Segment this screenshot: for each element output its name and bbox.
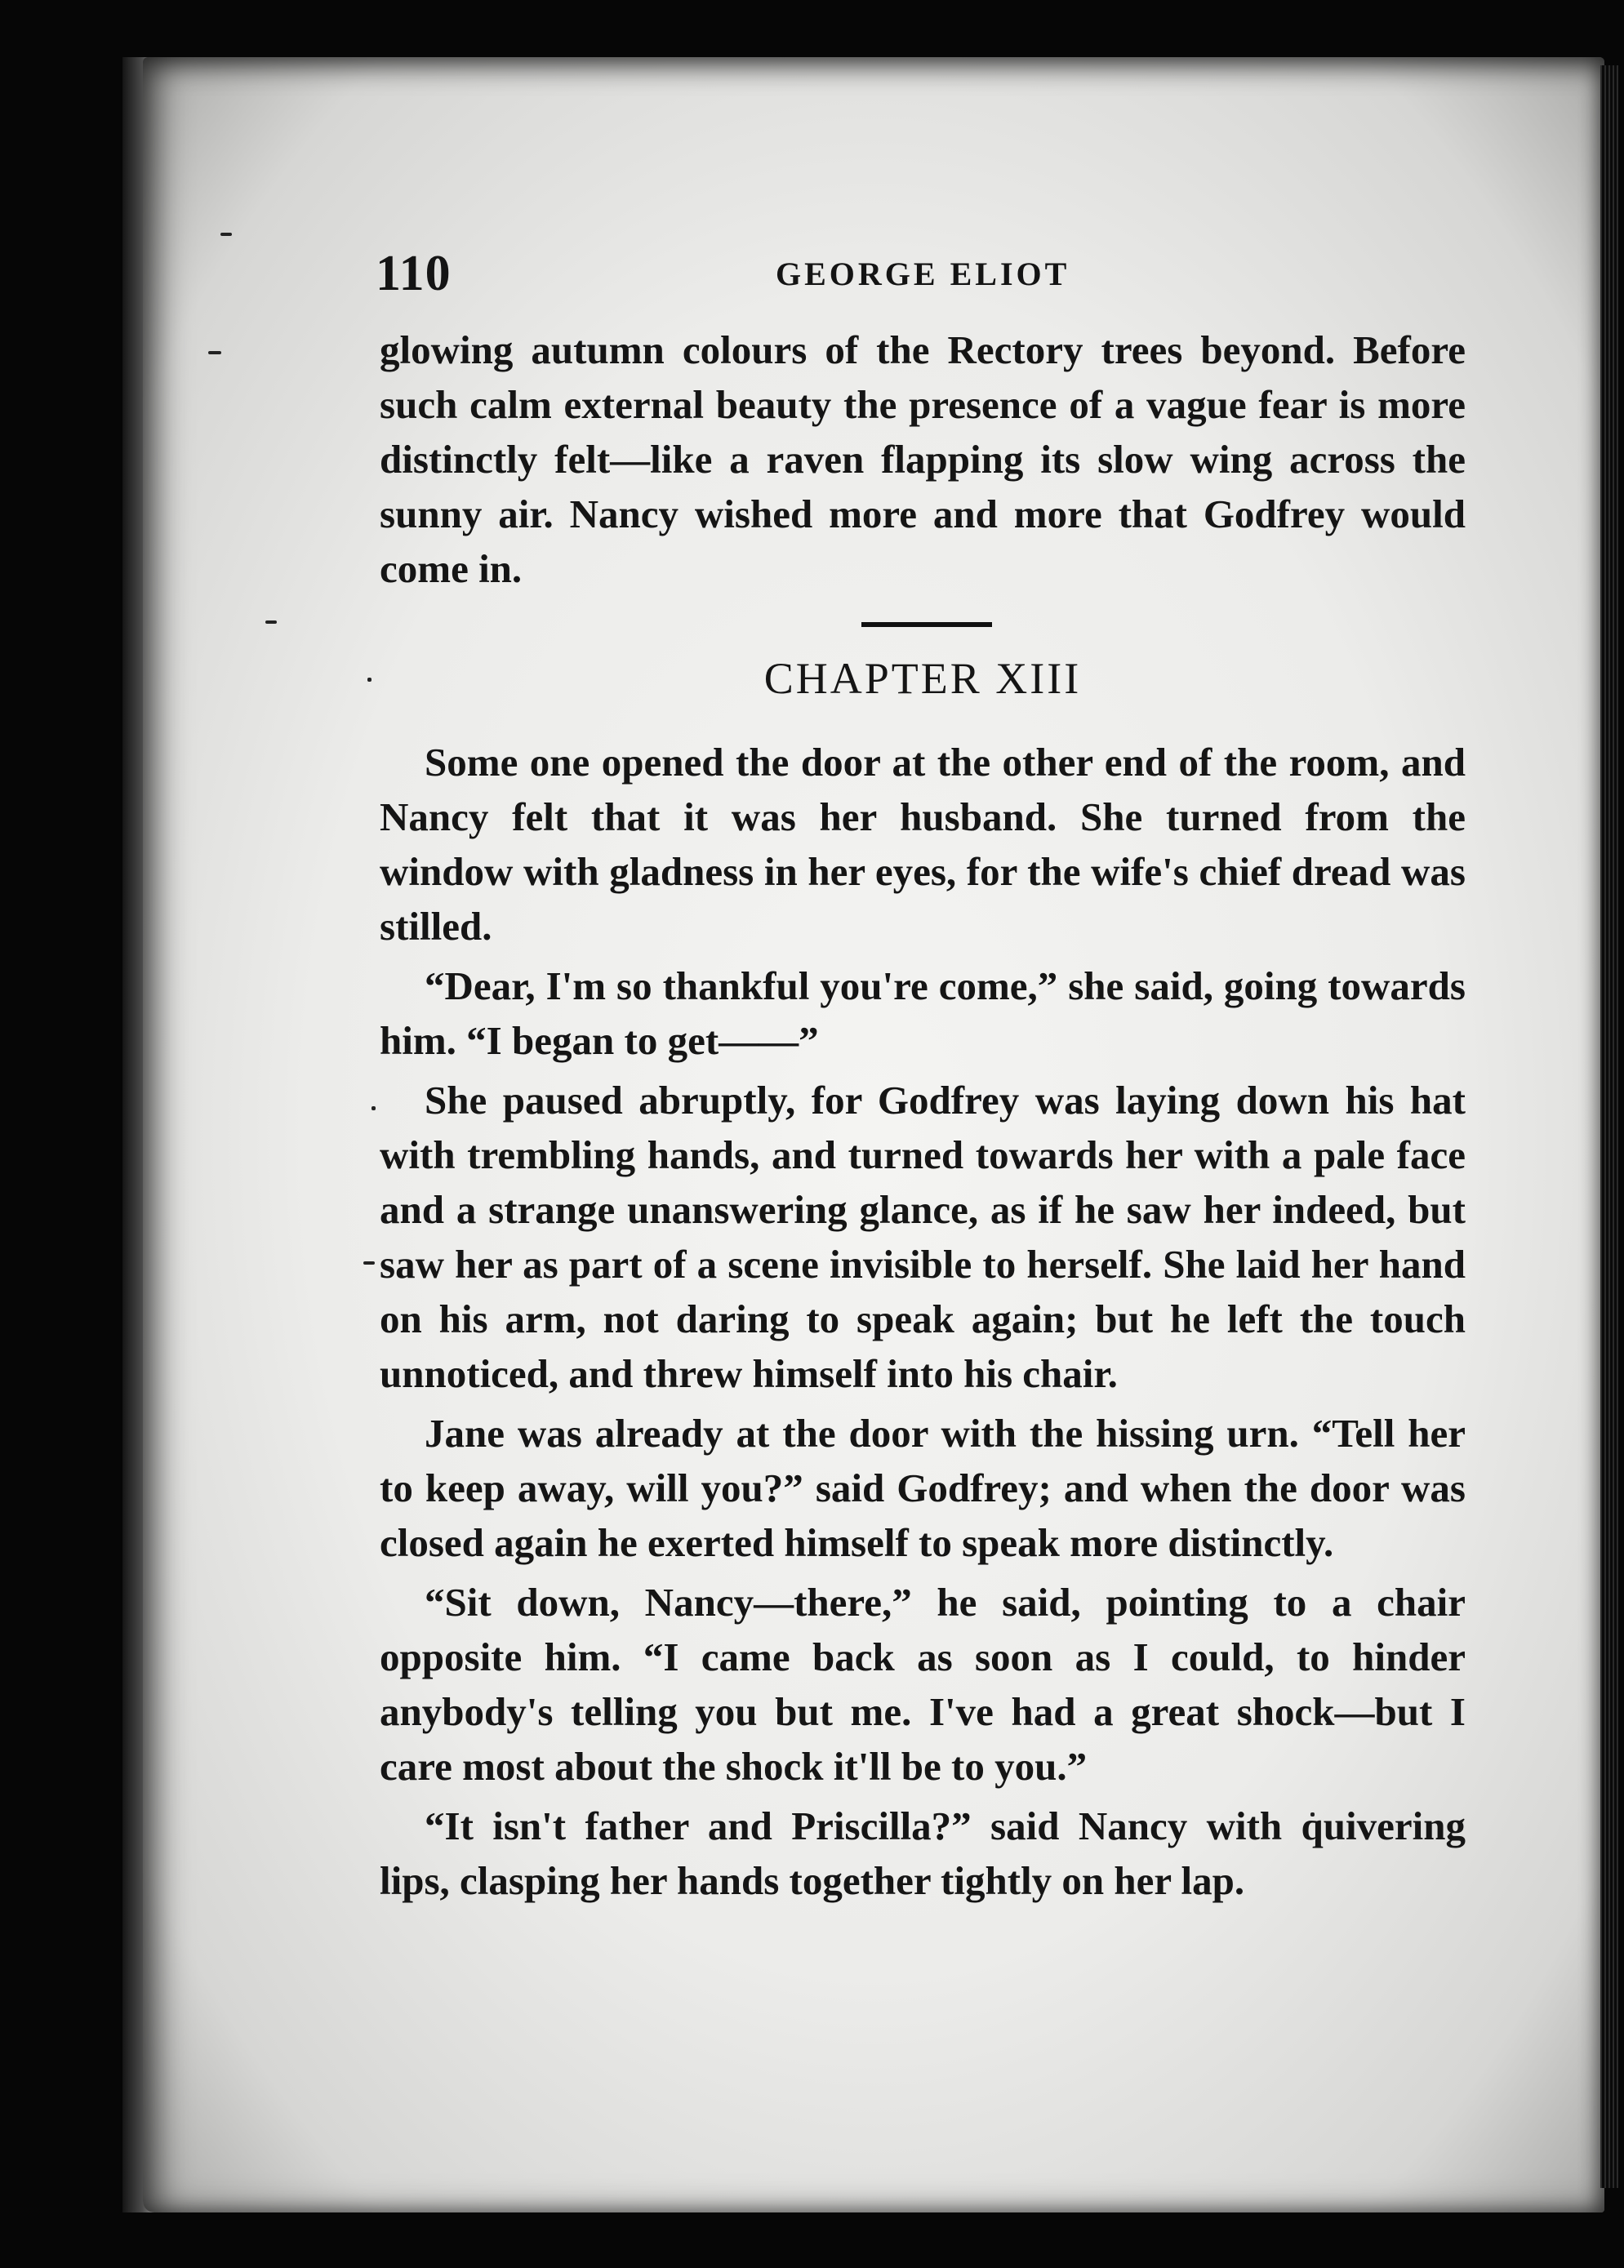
page-edges xyxy=(1600,65,1618,2188)
opening-text-block xyxy=(380,322,1466,596)
print-speck xyxy=(372,1106,376,1110)
section-divider-rule xyxy=(861,622,992,627)
page-header xyxy=(376,245,1511,310)
opening-paragraph: glowing autumn colours of the Rectory trees beyond. Before such calm external beauty the presence of a vague fear is more distinctly felt—like a raven flapping its slow wing across the sunny air. Nancy wished more and more that Godfrey would come in. xyxy=(380,327,1466,591)
print-speck xyxy=(220,233,232,236)
running-head: GEORGE ELIOT xyxy=(776,256,1070,292)
chapter-text-block xyxy=(380,735,1466,1908)
chapter-paragraph: Some one opened the door at the other end of the room, and Nancy felt that it was her husband. She turned from the window with gladness in her eyes, for the wife's chief dread was stilled. xyxy=(380,740,1466,949)
print-speck xyxy=(363,1261,375,1265)
chapter-paragraph: Jane was already at the door with the hissing urn. “Tell her to keep away, will you?” said Godfrey; and when the door was closed again he exerted himself to speak more distinctly. xyxy=(380,1411,1466,1565)
print-speck xyxy=(208,351,221,354)
print-speck xyxy=(265,620,277,624)
chapter-paragraph: She paused abruptly, for Godfrey was laying down his hat with trembling hands, and turned towards her with a pale face and a strange unanswering glance, as if he saw her indeed, but saw her as part of a scene invisible to herself. She laid her hand on his arm, not daring to speak again; but he left the touch unnoticed, and threw himself into his chair. xyxy=(380,1078,1466,1396)
chapter-paragraph: “Sit down, Nancy—there,” he said, pointing to a chair opposite him. “I came back as soon as I could, to hinder anybody's telling you but me. I've had a great shock—but I care most about the shock it'll be to you.” xyxy=(380,1580,1466,1789)
page-number: 110 xyxy=(376,246,452,301)
chapter-title: CHAPTER XIII xyxy=(763,654,1082,703)
chapter-paragraph: “It isn't father and Priscilla?” said Nancy with quivering lips, clasping her hands together tightly on her lap. xyxy=(380,1803,1466,1903)
chapter-paragraph: “Dear, I'm so thankful you're come,” she said, going towards him. “I began to get——” xyxy=(380,963,1466,1063)
print-speck xyxy=(367,678,372,682)
